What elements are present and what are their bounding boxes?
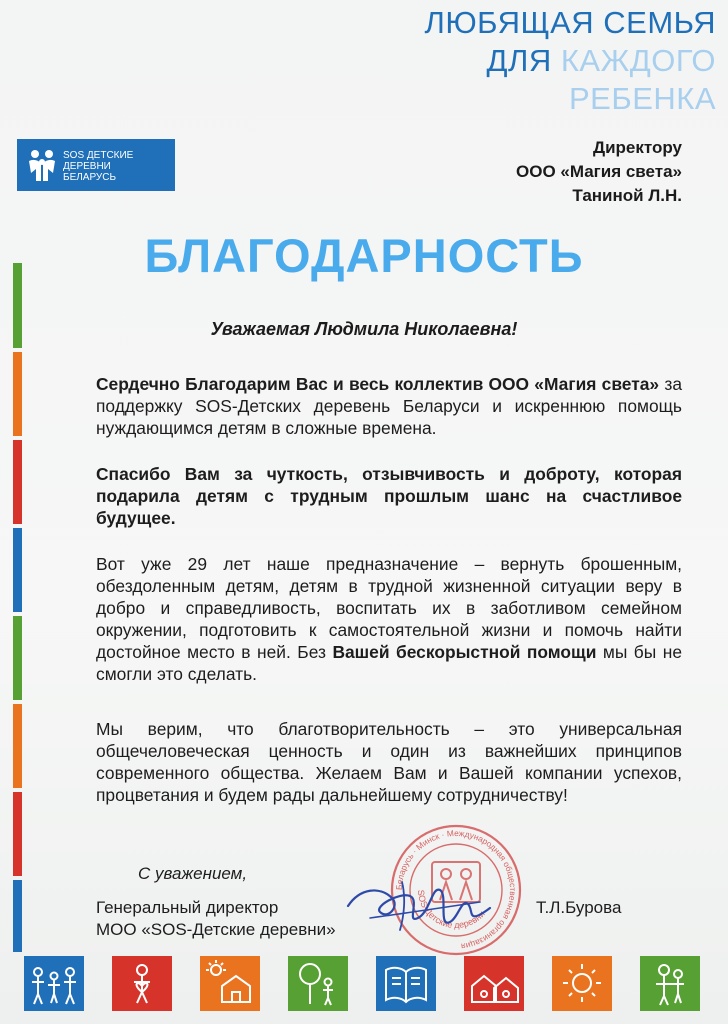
tile-book <box>376 956 436 1011</box>
signatory-name: Т.Л.Бурова <box>536 898 622 917</box>
stamp-outer-text: Беларусь · Минск · Международная общественная организация <box>393 827 519 952</box>
tile-family <box>24 956 84 1011</box>
tile-sun <box>552 956 612 1011</box>
tile-sun-house <box>200 956 260 1011</box>
slogan-line1: ЛЮБЯЩАЯ СЕМЬЯ <box>424 5 716 40</box>
sos-emblem-icon <box>25 147 59 183</box>
logo-line3: БЕЛАРУСЬ <box>63 172 117 183</box>
community-icon <box>464 956 524 1011</box>
addressee <box>516 136 682 208</box>
slogan-line2-b: КАЖДОГО <box>560 43 716 78</box>
paragraph-3 <box>96 553 682 685</box>
slogan <box>424 4 716 118</box>
side-bar-green-2 <box>13 616 22 700</box>
family-icon <box>24 956 84 1011</box>
paragraph-1-bold: Сердечно Благодарим Вас и весь коллектив ООО «Магия света» <box>96 374 660 394</box>
paragraph-1-rest: за поддержку SOS-Детских деревень Беларуси и искреннюю помощь нуждающимся детям в сложные времена. <box>96 374 682 438</box>
handwritten-signature <box>340 868 500 938</box>
child-heart-icon <box>112 956 172 1011</box>
side-bar-blue-2 <box>13 880 22 952</box>
sun-house-icon <box>200 956 260 1011</box>
closing-respect: С уважением, <box>138 864 248 883</box>
side-bar-orange-2 <box>13 704 22 788</box>
position-line2: МОО «SOS-Детские деревни» <box>96 920 336 939</box>
paragraph-1 <box>96 373 682 439</box>
side-bar-red-2 <box>13 792 22 876</box>
signatory-position <box>96 897 336 941</box>
slogan-line3: РЕБЕНКА <box>569 81 716 116</box>
tile-community <box>464 956 524 1011</box>
paragraph-3-b: мы бы не смогли это сделать. <box>96 642 682 684</box>
addressee-line1: Директору <box>592 138 682 157</box>
tile-child-heart <box>112 956 172 1011</box>
tree-people-icon <box>288 956 348 1011</box>
sos-logo <box>17 139 175 191</box>
side-bar-red <box>13 440 22 524</box>
paragraph-3-a: Вот уже 29 лет наше предназначение – вернуть брошенным, обездоленным детям, детям в трудной жизненной ситуации веру в добро и справедливость, воспитать их в заботливом семейном окружении, подготовить к самостоятельной жизни и помочь найти достойное место в ней. Без <box>96 554 682 662</box>
document-title: БЛАГОДАРНОСТЬ <box>144 229 584 282</box>
position-line1: Генеральный директор <box>96 898 279 917</box>
tile-tree-people <box>288 956 348 1011</box>
hugging-people-icon <box>640 956 700 1011</box>
side-bar-blue <box>13 528 22 612</box>
sun-icon <box>552 956 612 1011</box>
side-bar-orange <box>13 352 22 436</box>
bottom-icon-tiles <box>24 956 724 1014</box>
tile-hugging-people <box>640 956 700 1011</box>
slogan-line2-a: ДЛЯ <box>486 43 552 78</box>
addressee-line2: ООО «Магия света» <box>516 162 682 181</box>
paragraph-4: Мы верим, что благотворительность – это универсальная общечеловеческая ценность и один из важнейших принципов современного общества. Желаем Вам и Вашей компании успехов, процветания и будем рады дальнейшему сотрудничеству! <box>96 719 682 805</box>
logo-line2: ДЕРЕВНИ <box>63 161 111 172</box>
greeting: Уважаемая Людмила Николаевна! <box>210 319 518 339</box>
paragraph-2: Спасибо Вам за чуткость, отзывчивость и доброту, которая подарила детям с трудным прошлым шанс на счастливое будущее. <box>96 464 682 528</box>
logo-line1: SOS ДЕТСКИЕ <box>63 150 134 161</box>
book-icon <box>376 956 436 1011</box>
paragraph-3-bold: Вашей бескорыстной помощи <box>332 642 597 662</box>
addressee-line3: Таниной Л.Н. <box>572 186 682 205</box>
stamp-inner-text: SOS-Детские деревни <box>415 889 487 931</box>
